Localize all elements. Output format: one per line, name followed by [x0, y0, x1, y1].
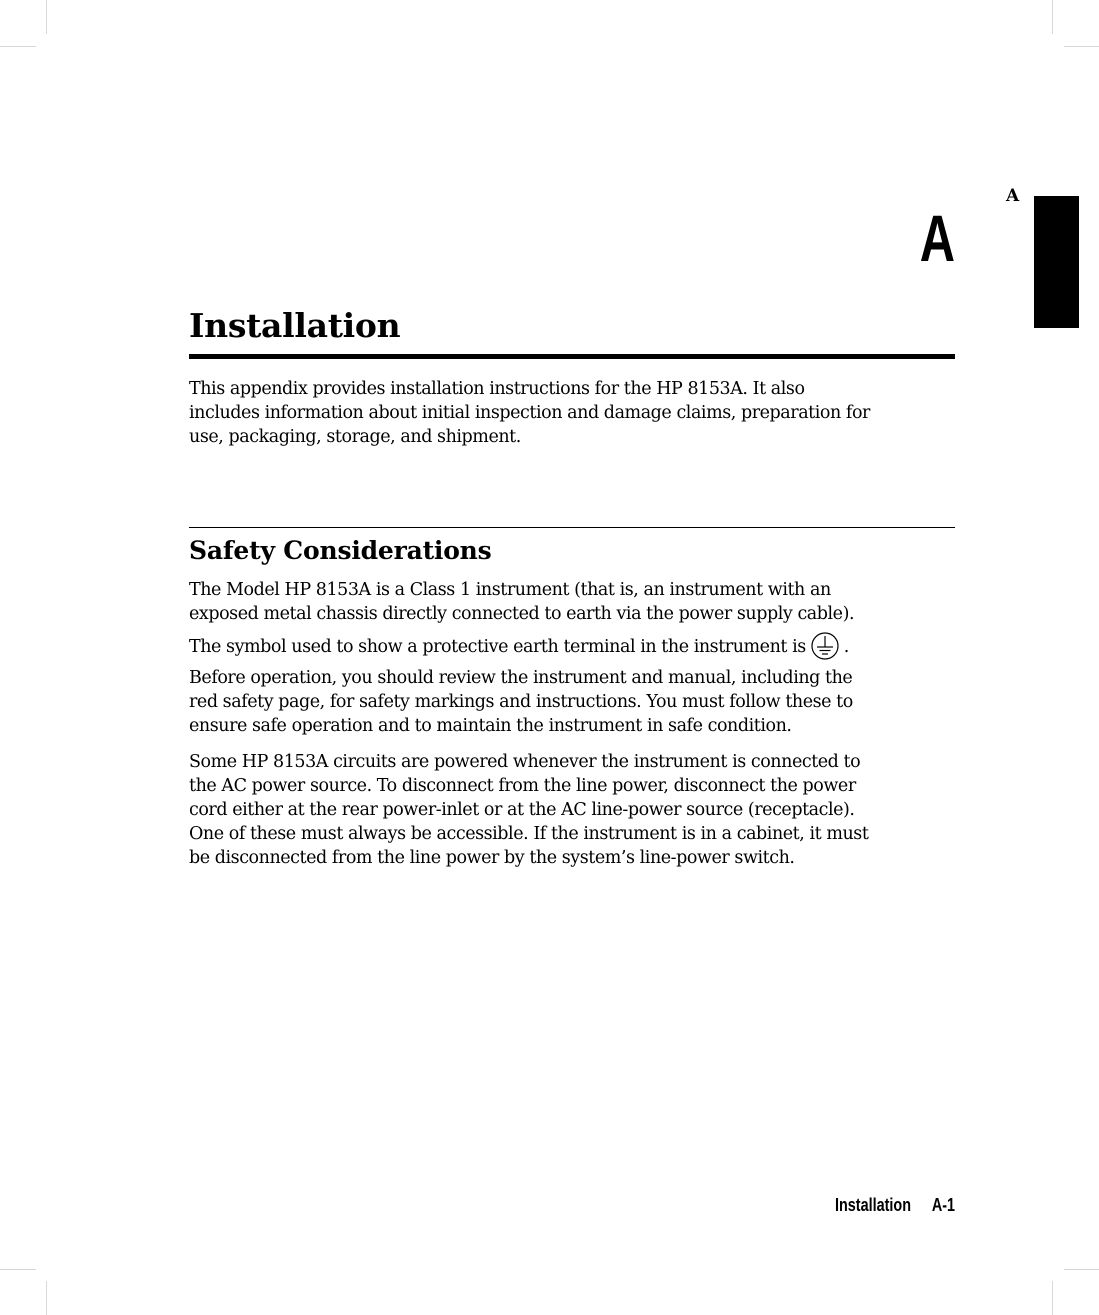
crop-mark	[0, 46, 36, 47]
text-line	[189, 631, 959, 661]
crop-mark	[1052, 1281, 1053, 1315]
text-line: includes information about initial inspection and damage claims, preparation for	[189, 403, 870, 423]
text-line: Some HP 8153A circuits are powered whenever the instrument is connected to	[189, 752, 861, 772]
text-line: use, packaging, storage, and shipment.	[189, 427, 521, 447]
page-footer	[835, 1194, 955, 1216]
section-rule	[189, 527, 955, 528]
section-heading: Safety Considerations	[189, 536, 492, 565]
intro-paragraph	[189, 377, 959, 449]
title-rule	[189, 354, 955, 359]
safety-paragraph-3	[189, 750, 959, 870]
footer-section-name: Installation	[834, 1195, 911, 1215]
crop-mark	[1052, 0, 1053, 34]
page-number: A-1	[931, 1195, 955, 1215]
text-line: The Model HP 8153A is a Class 1 instrument (that is, an instrument with an	[189, 580, 831, 600]
text-line: One of these must always be accessible. If the instrument is in a cabinet, it must	[189, 824, 869, 844]
page-title: Installation	[189, 306, 401, 345]
text-line: exposed metal chassis directly connected to earth via the power supply cable).	[189, 604, 855, 624]
text-segment: The symbol used to show a protective earth terminal in the instrument is	[189, 637, 806, 657]
crop-mark	[1064, 1269, 1099, 1270]
text-line: ensure safe operation and to maintain the instrument in safe condition.	[189, 716, 792, 736]
text-line: the AC power source. To disconnect from the line power, disconnect the power	[189, 776, 856, 796]
crop-mark	[46, 1281, 47, 1315]
crop-mark	[46, 0, 47, 34]
text-line: This appendix provides installation instructions for the HP 8153A. It also	[189, 379, 805, 399]
text-line: red safety page, for safety markings and instructions. You must follow these to	[189, 692, 853, 712]
text-line: Before operation, you should review the instrument and manual, including the	[189, 668, 853, 688]
safety-paragraph-1	[189, 578, 959, 661]
chapter-letter: A	[919, 201, 955, 275]
protective-earth-icon	[810, 631, 840, 661]
thumb-tab	[1034, 196, 1079, 328]
safety-paragraph-2	[189, 666, 959, 738]
thumb-tab-letter: A	[1006, 186, 1020, 206]
crop-mark	[1064, 46, 1099, 47]
text-line: cord either at the rear power-inlet or at the AC line-power source (receptacle).	[189, 800, 855, 820]
crop-mark	[0, 1269, 36, 1270]
text-segment: .	[843, 637, 849, 657]
text-line: be disconnected from the line power by the system’s line-power switch.	[189, 848, 795, 868]
